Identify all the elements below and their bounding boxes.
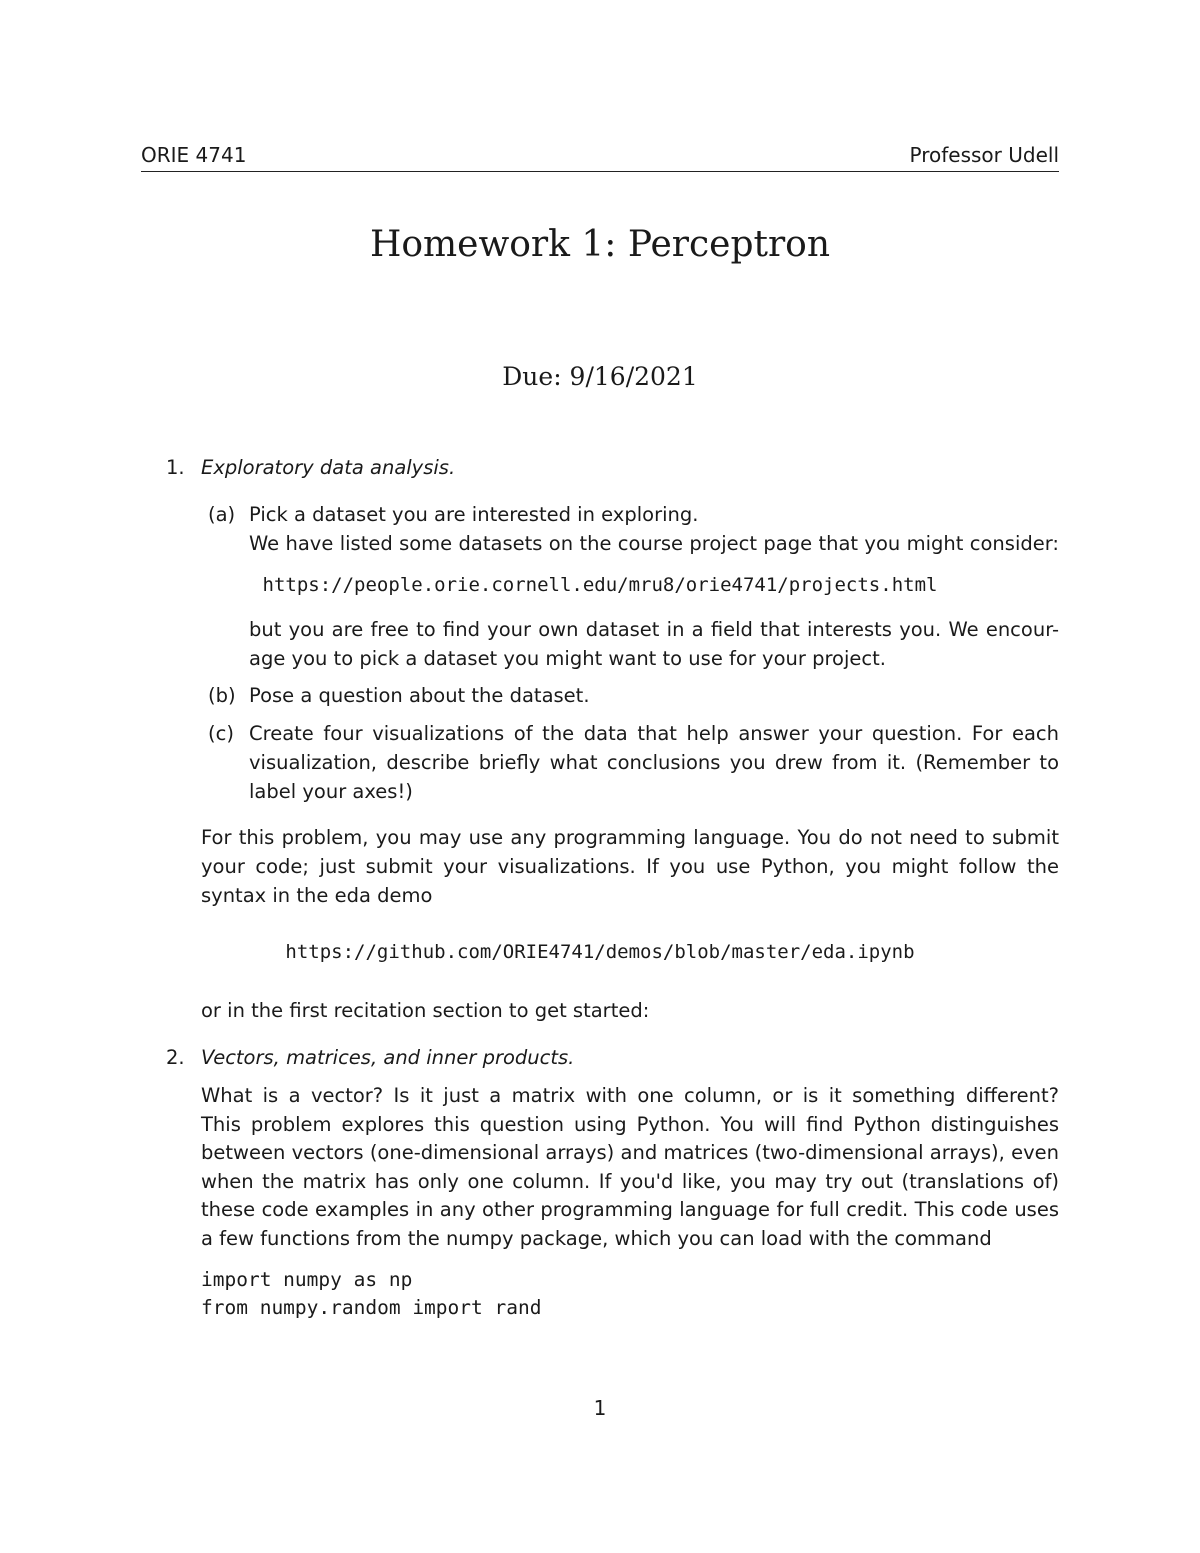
part-c-text-2: visualization, describe briefly what conclusions you drew from it. (Remember to: [249, 751, 1059, 774]
document-title: Homework 1: Perceptron: [369, 224, 831, 265]
page-header: [141, 141, 1059, 172]
problem-2-text-3: between vectors (one-dimensional arrays) and matrices (two-dimensional arrays), even: [201, 1141, 1059, 1164]
part-c-text-3: label your axes!): [249, 780, 413, 803]
problem-1-number: 1.: [166, 456, 185, 479]
page-number: 1: [593, 1396, 607, 1420]
part-b-text: Pose a question about the dataset.: [249, 684, 590, 707]
problem-2-heading: Vectors, matrices, and inner products.: [201, 1046, 575, 1069]
course-name: ORIE 4741: [141, 143, 247, 167]
part-a-text-1: Pick a dataset you are interested in exploring.: [249, 503, 699, 526]
code-line-1: import numpy as np: [201, 1268, 413, 1291]
problem-2-text-2: This problem explores this question using Python. You will find Python distinguishes: [201, 1113, 1059, 1136]
problem-1-note-3: syntax in the eda demo: [201, 884, 433, 907]
part-c-label: (c): [208, 722, 234, 745]
problem-2-number: 2.: [166, 1046, 185, 1069]
problem-1-note-1: For this problem, you may use any programming language. You do not need to submit: [201, 826, 1059, 849]
problem-1-heading: Exploratory data analysis.: [201, 456, 456, 479]
problem-2-text-6: a few functions from the numpy package, which you can load with the command: [201, 1227, 992, 1250]
part-a-text-2: We have listed some datasets on the course project page that you might consider:: [249, 532, 1059, 555]
problem-2-text-5: these code examples in any other programming language for full credit. This code uses: [201, 1198, 1059, 1221]
projects-url[interactable]: https://people.orie.cornell.edu/mru8/orie4741/projects.html: [262, 574, 938, 596]
part-a-label: (a): [208, 503, 236, 526]
problem-2-text-4: when the matrix has only one column. If you'd like, you may try out (translations of): [201, 1170, 1059, 1193]
part-b-label: (b): [208, 684, 236, 707]
problem-1-note-2: your code; just submit your visualizations. If you use Python, you might follow the: [201, 855, 1059, 878]
part-a-text-3: but you are free to find your own dataset in a field that interests you. We encour-: [249, 618, 1059, 641]
problem-2-text-1: What is a vector? Is it just a matrix with one column, or is it something different?: [201, 1084, 1059, 1107]
instructor-name: Professor Udell: [909, 143, 1059, 167]
due-date: Due: 9/16/2021: [502, 362, 698, 391]
part-c-text-1: Create four visualizations of the data that help answer your question. For each: [249, 722, 1059, 745]
eda-demo-url[interactable]: https://github.com/ORIE4741/demos/blob/master/eda.ipynb: [285, 941, 915, 963]
part-a-text-4: age you to pick a dataset you might want to use for your project.: [249, 647, 886, 670]
code-line-2: from numpy.random import rand: [201, 1296, 542, 1319]
problem-1-note-4: or in the first recitation section to get started:: [201, 999, 650, 1022]
